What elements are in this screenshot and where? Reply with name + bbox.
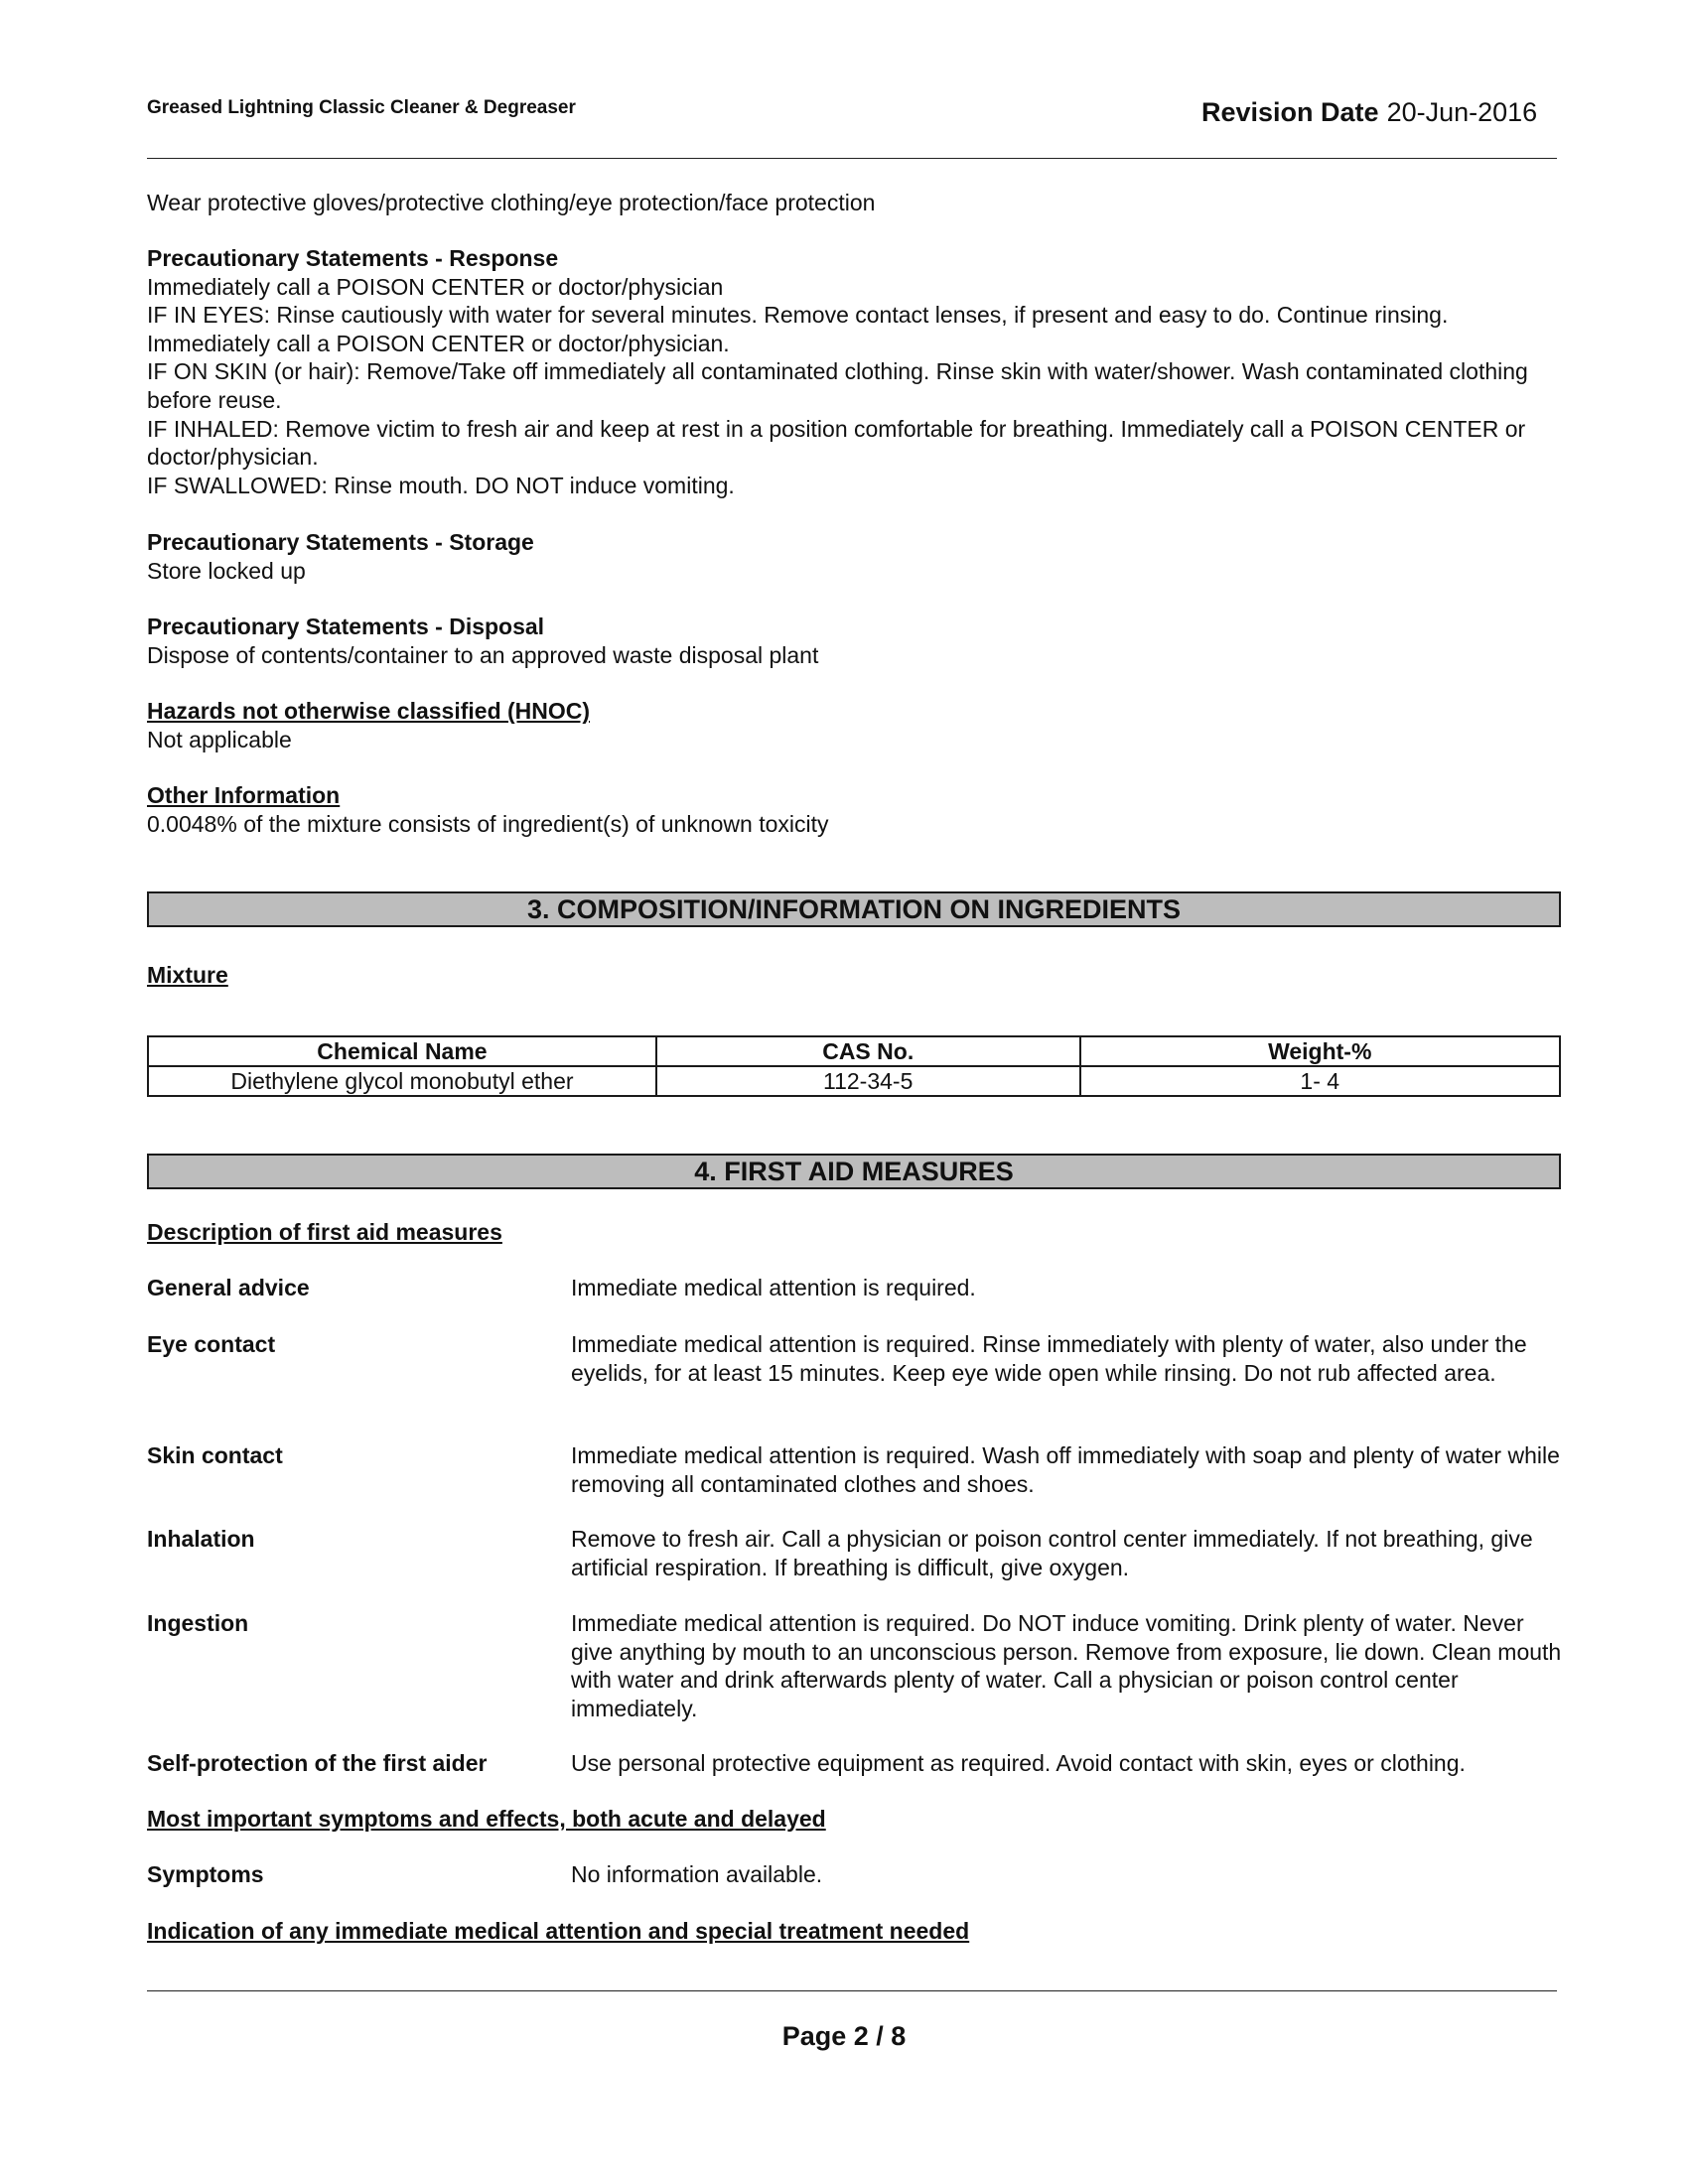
column-header: Chemical Name <box>148 1036 656 1066</box>
header-rule <box>147 158 1557 159</box>
first-aid-value: Immediate medical attention is required. Do NOT induce vomiting. Drink plenty of water. Never give anything by mouth to an unconscious person. Remove from exposure, lie down. Clean mouth with water and drink afterwards plenty of water. Call a physician or poison control center immediately. <box>571 1610 1562 1721</box>
first-aid-label: Self-protection of the first aider <box>147 1750 488 1776</box>
table-row <box>148 1066 1560 1096</box>
section-4-title: 4. FIRST AID MEASURES <box>147 1154 1561 1189</box>
response-line: IF IN EYES: Rinse cautiously with water for several minutes. Remove contact lenses, if present and easy to do. Continue rinsing. Immediately call a POISON CENTER or doctor/physician. <box>147 302 1449 356</box>
table-cell: 112-34-5 <box>656 1066 1080 1096</box>
hnoc-block <box>147 697 1557 753</box>
product-name: Greased Lightning Classic Cleaner & Degreaser <box>147 97 576 118</box>
first-aid-label: Skin contact <box>147 1442 283 1468</box>
symptoms-label: Symptoms <box>147 1861 264 1887</box>
revision-date <box>1201 97 1537 128</box>
first-aid-value: Use personal protective equipment as required. Avoid contact with skin, eyes or clothing. <box>571 1750 1466 1776</box>
column-header: CAS No. <box>656 1036 1080 1066</box>
response-line: IF INHALED: Remove victim to fresh air and keep at rest in a position comfortable for breathing. Immediately call a POISON CENTER or doctor/physician. <box>147 415 1526 471</box>
page-number: Page 2 / 8 <box>781 2021 907 2051</box>
response-heading: Precautionary Statements - Response <box>147 245 559 271</box>
other-info-block <box>147 781 1557 838</box>
first-aid-value: Immediate medical attention is required. <box>571 1275 976 1300</box>
mixture-label: Mixture <box>147 962 228 988</box>
response-line: IF SWALLOWED: Rinse mouth. DO NOT induce vomiting. <box>147 472 735 498</box>
hnoc-heading: Hazards not otherwise classified (HNOC) <box>147 698 591 724</box>
first-aid-label: Ingestion <box>147 1610 249 1636</box>
revision-date-value: 20-Jun-2016 <box>1386 97 1538 127</box>
first-aid-value: Immediate medical attention is required. Rinse immediately with plenty of water, also under the eyelids, for at least 15 minutes. Keep eye wide open while rinsing. Do not rub affected area. <box>571 1331 1527 1386</box>
storage-block <box>147 528 1557 585</box>
disposal-heading: Precautionary Statements - Disposal <box>147 614 545 639</box>
indication-heading: Indication of any immediate medical attention and special treatment needed <box>147 1918 970 1944</box>
table-cell: 1- 4 <box>1080 1066 1561 1096</box>
first-aid-description-heading: Description of first aid measures <box>147 1219 502 1245</box>
footer-rule <box>147 1990 1557 1991</box>
column-header: Weight-% <box>1080 1036 1561 1066</box>
response-line: Immediately call a POISON CENTER or doctor/physician <box>147 273 724 300</box>
intro-statement: Wear protective gloves/protective clothing/eye protection/face protection <box>147 190 876 215</box>
first-aid-label: General advice <box>147 1275 310 1300</box>
first-aid-label: Inhalation <box>147 1526 255 1552</box>
first-aid-value: Remove to fresh air. Call a physician or poison control center immediately. If not breathing, give artificial respiration. If breathing is difficult, give oxygen. <box>571 1526 1533 1580</box>
disposal-text: Dispose of contents/container to an approved waste disposal plant <box>147 641 819 668</box>
response-line: IF ON SKIN (or hair): Remove/Take off immediately all contaminated clothing. Rinse skin with water/shower. Wash contaminated clothing before reuse. <box>147 358 1528 413</box>
revision-date-label: Revision Date <box>1201 97 1379 127</box>
first-aid-value: Immediate medical attention is required. Wash off immediately with soap and plenty of water while removing all contaminated clothes and shoes. <box>571 1442 1560 1497</box>
storage-text: Store locked up <box>147 557 306 584</box>
other-info-heading: Other Information <box>147 782 341 808</box>
storage-heading: Precautionary Statements - Storage <box>147 529 534 555</box>
symptoms-heading: Most important symptoms and effects, both acute and delayed <box>147 1806 826 1832</box>
composition-table <box>147 1035 1561 1097</box>
table-header-row <box>148 1036 1560 1066</box>
disposal-block <box>147 613 1557 669</box>
other-info-text: 0.0048% of the mixture consists of ingredient(s) of unknown toxicity <box>147 810 829 837</box>
hnoc-text: Not applicable <box>147 726 292 752</box>
table-cell: Diethylene glycol monobutyl ether <box>148 1066 656 1096</box>
section-3-title: 3. COMPOSITION/INFORMATION ON INGREDIENTS <box>147 891 1561 927</box>
symptoms-value: No information available. <box>571 1861 823 1887</box>
first-aid-label: Eye contact <box>147 1331 276 1357</box>
response-block <box>147 244 1557 499</box>
